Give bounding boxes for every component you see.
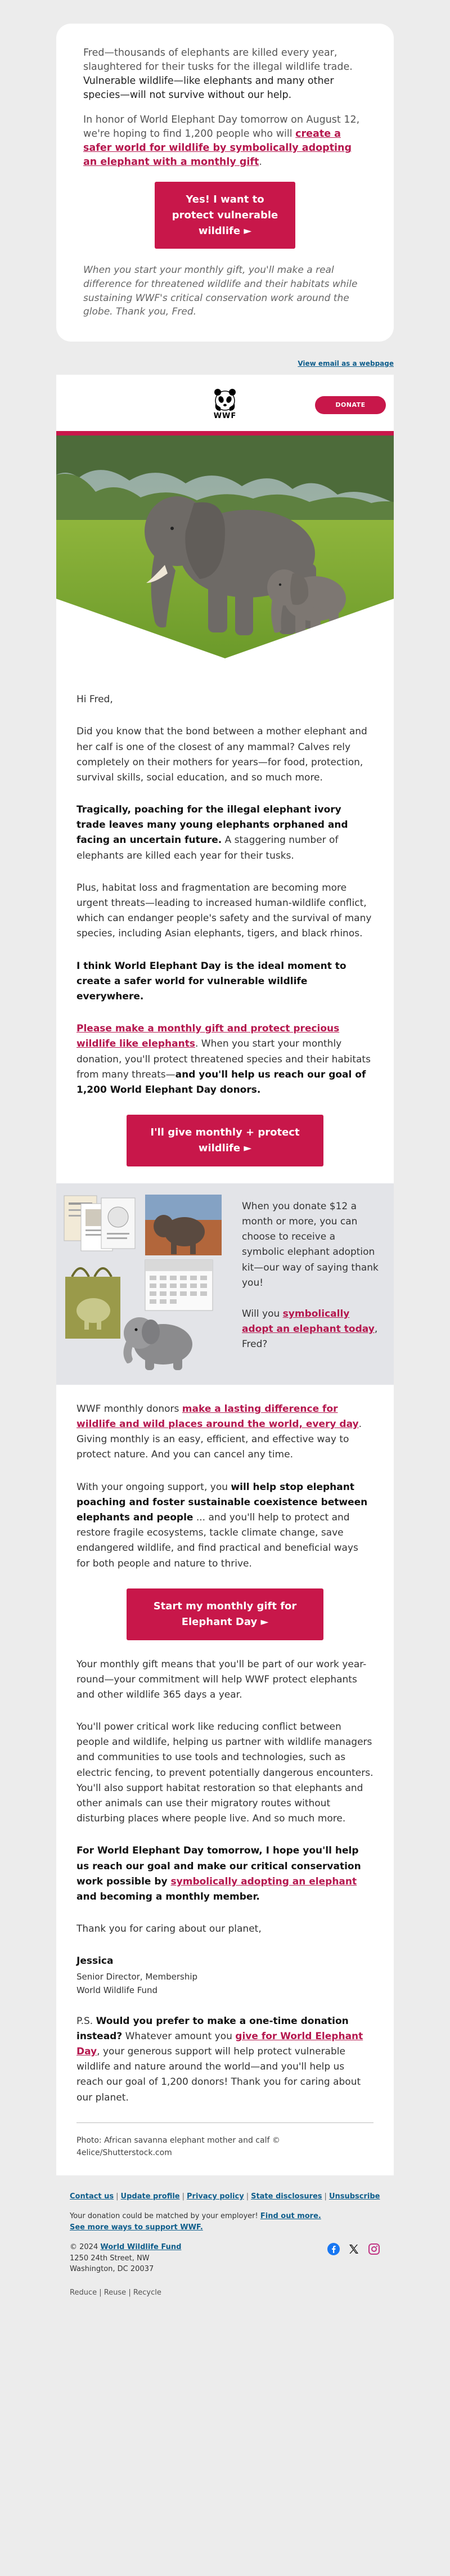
kit-description: When you donate $12 a month or more, you can choose to receive a symbolic elephant adoption kit—our way of saying thank you! (242, 1200, 379, 1289)
address (70, 2242, 181, 2275)
copyright-text: © 2024 (70, 2243, 101, 2252)
separator: | (182, 2192, 184, 2201)
adopting-elephant-link[interactable]: symbolically adopting an elephant (170, 1875, 357, 1887)
instagram-icon[interactable] (368, 2243, 380, 2259)
body-emphasis: I think World Elephant Day is the ideal moment to create a safer world for vulnerable wildlife everywhere. (76, 960, 346, 1002)
update-profile-link[interactable]: Update profile (120, 2192, 180, 2201)
intro-emphasis: Vulnerable wildlife—like elephants and many other species—will not survive without our help. (83, 75, 334, 101)
email-footer (56, 2191, 394, 2299)
body-paragraph (76, 802, 374, 864)
body-content-2 (56, 1402, 394, 2175)
state-disclosures-link[interactable]: State disclosures (251, 2192, 322, 2201)
signature (76, 1954, 374, 1996)
body-emphasis: and becoming a monthly member. (76, 1891, 260, 1902)
social-icons (327, 2242, 380, 2275)
body-paragraph: Did you know that the bond between a mother elephant and her calf is one of the closest of any mammal? Calves rely completely on their mothers for years—for food, protection, survival skills, social education, and so much more. (76, 726, 367, 783)
body-content (56, 658, 394, 1166)
wwf-logo[interactable] (213, 387, 237, 423)
sustainability-tags: Reduce | Reuse | Recycle (70, 2288, 161, 2297)
separator: | (246, 2192, 249, 2201)
button-wrap (76, 1115, 374, 1166)
address-line: 1250 24th Street, NW (70, 2254, 150, 2263)
adoption-kit-text (242, 1199, 380, 1368)
body-paragraph (76, 1843, 374, 1905)
button-wrap (76, 1588, 374, 1640)
unsubscribe-link[interactable]: Unsubscribe (328, 2192, 380, 2201)
ps-text: P.S. (76, 2015, 96, 2027)
start-monthly-gift-button[interactable]: Start my monthly gift for Elephant Day ► (127, 1588, 323, 1640)
panda-icon (213, 387, 237, 412)
separator: | (324, 2192, 327, 2201)
one-time-gift-link[interactable]: give for World Elephant Day (76, 2030, 363, 2058)
adoption-kit-section (56, 1183, 394, 1385)
employer-match (70, 2211, 380, 2222)
ps-text: Whatever amount you (122, 2030, 236, 2042)
body-paragraph: Plus, habitat loss and fragmentation are becoming more urgent threats—leading to increased human-wildlife conflict, which can endanger people's safety and the survival of many species, including Asian elephants, tigers, and black rhinos. (76, 882, 372, 940)
body-emphasis: and you'll help us reach our goal of 1,200 World Elephant Day donors. (76, 1069, 366, 1096)
facebook-icon[interactable] (327, 2243, 340, 2259)
body-paragraph (76, 1480, 374, 1572)
kit-text: , Fred? (242, 1323, 378, 1350)
email-header (56, 375, 394, 436)
body-text: With your ongoing support, you (76, 1481, 231, 1493)
postscript (76, 2014, 374, 2106)
wwf-link[interactable]: World Wildlife Fund (100, 2243, 182, 2252)
body-text: ... and you'll help to protect and restore fragile ecosystems, tackle climate change, save endangered wildlife, and find practical and beneficial ways for both people and nature to thrive. (76, 1512, 358, 1569)
address-line: Washington, DC 20037 (70, 2265, 154, 2274)
intro-paragraph-1 (83, 46, 367, 102)
contact-us-link[interactable]: Contact us (70, 2192, 114, 2201)
intro-text: . (259, 156, 262, 168)
protect-wildlife-button[interactable]: Yes! I want to protect vulnerable wildlife ► (155, 182, 295, 249)
body-paragraph: Your monthly gift means that you'll be part of our work year-round—your commitment will help WWF protect elephants and other wildlife 365 days a year. (76, 1658, 367, 1700)
donate-button[interactable]: DONATE (315, 396, 386, 414)
kit-text: Will you (242, 1308, 283, 1320)
intro-text: Fred—thousands of elephants are killed every year, slaughtered for their tusks for the illegal wildlife trade. (83, 47, 353, 73)
body-paragraph (76, 1402, 374, 1463)
intro-text: In honor of World Elephant Day tomorrow on August 12, we're hoping to find 1,200 people who will (83, 114, 360, 140)
ps-emphasis: Would you prefer to make a one-time donation instead? (76, 2015, 349, 2042)
match-text: Your donation could be matched by your employer! (70, 2212, 260, 2221)
body-text: . Giving monthly is an easy, efficient, and effective way to protect nature. And you can cancel any time. (76, 1419, 362, 1461)
greeting: Hi Fred, (76, 694, 113, 706)
adopt-elephant-link[interactable]: create a safer world for wildlife by symbolically adopting an elephant with a monthly gift (83, 128, 352, 168)
body-text: . When you start your monthly donation, you'll protect threatened species and their habitats from many threats— (76, 1038, 371, 1080)
logo-text: WWF (213, 412, 237, 421)
intro-card (56, 24, 394, 342)
privacy-policy-link[interactable]: Privacy policy (187, 2192, 244, 2201)
body-paragraph (76, 1021, 374, 1098)
view-webpage-link[interactable]: View email as a webpage (298, 359, 394, 367)
body-paragraph (76, 959, 374, 1005)
intro-button-wrap (83, 182, 367, 249)
x-icon[interactable] (348, 2243, 360, 2259)
ps-text: , your generous support will help protect vulnerable wildlife and nature around the world—and you'll help us reach our goal of 1,200 donors! Thank you for caring about our planet. (76, 2046, 361, 2103)
lasting-difference-link[interactable]: make a lasting difference for wildlife and wild places around the world, every day (76, 1403, 359, 1430)
body-text: A staggering number of elephants are killed each year for their tusks. (76, 834, 339, 861)
body-paragraph: You'll power critical work like reducing conflict between people and wildlife, helping us partner with wildlife managers and communities to use tools and technologies, such as electric fencing, to prevent potentially dangerous encounters. You'll also support habitat restoration so that elephants and other animals can use their migratory routes without disturbing places where people live. And so much more. (76, 1721, 374, 1825)
photo-credit: Photo: African savanna elephant mother and calf © 4elice/Shutterstock.com (76, 2135, 280, 2158)
separator: | (116, 2192, 119, 2201)
give-monthly-button[interactable]: I'll give monthly + protect wildlife ► (127, 1115, 323, 1166)
view-webpage-row (56, 358, 394, 369)
kit-cta (242, 1307, 380, 1353)
email-body (56, 658, 394, 2175)
more-ways-link[interactable]: See more ways to support WWF. (70, 2223, 203, 2232)
intro-closing: When you start your monthly gift, you'll make a real difference for threatened wildlife and their habitats while sustaining WWF's critical conservation work around the globe. Thank you, Fred. (83, 264, 358, 318)
signature-org: World Wildlife Fund (76, 1985, 158, 1995)
body-emphasis: will help stop elephant poaching and foster sustainable coexistence between elephants and people (76, 1481, 368, 1524)
signature-name: Jessica (76, 1955, 114, 1967)
intro-paragraph-2 (83, 113, 367, 169)
hero-image (56, 436, 394, 658)
body-paragraph: Thank you for caring about our planet, (76, 1923, 262, 1935)
footer-links (70, 2191, 380, 2202)
body-text: WWF monthly donors (76, 1403, 182, 1415)
adoption-kit-image (61, 1192, 224, 1378)
body-emphasis: Tragically, poaching for the illegal elephant ivory trade leaves many young elephants orphaned and facing an uncertain future. (76, 804, 348, 846)
address-row (70, 2242, 380, 2275)
divider (76, 2122, 374, 2123)
find-out-more-link[interactable]: Find out more. (260, 2212, 321, 2221)
adopt-today-link[interactable]: symbolically adopt an elephant today (242, 1308, 375, 1335)
monthly-gift-link[interactable]: Please make a monthly gift and protect precious wildlife like elephants (76, 1023, 340, 1050)
body-emphasis: For World Elephant Day tomorrow, I hope you'll help us reach our goal and make our critical conservation work possible by (76, 1845, 361, 1887)
signature-title: Senior Director, Membership (76, 1971, 198, 1982)
